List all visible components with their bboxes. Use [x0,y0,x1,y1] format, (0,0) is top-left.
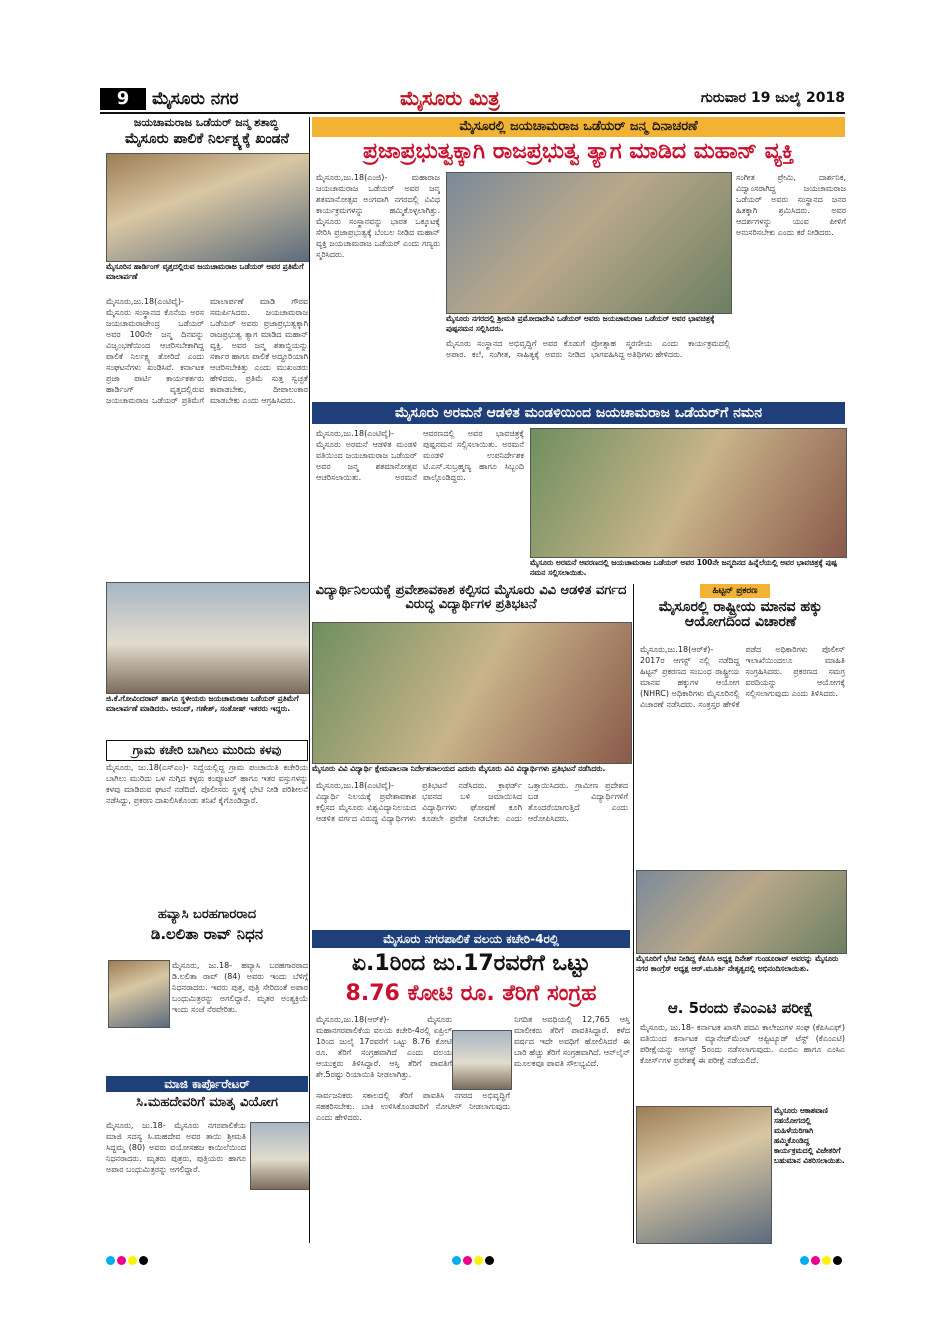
registration-marks [106,1250,150,1269]
left-kicker: ಜಯಚಾಮರಾಜ ಒಡೆಯರ್ ಜನ್ಮ ಶತಾಬ್ಧಿ [133,116,279,129]
obit1-kicker: ಹವ್ಯಾಸಿ ಬರಹಗಾರರಾದ [157,907,257,922]
garland-photo [106,582,310,694]
student-headline: ವಿದ್ಯಾರ್ಥಿನಿಲಯಕ್ಕೆ ಪ್ರವೇಶಾವಕಾಶ ಕಲ್ಪಿಸದ ಮೈಸೂರು ವಿವಿ ಆಡಳಿತ ವರ್ಗದ ವಿರುದ್ಧ ವಿದ್ಯಾರ್ಥಿಗಳ ಪ್ರತಿಭಟನೆ [315,583,627,613]
obit1-portrait [108,960,170,1028]
theft-headline: ಗ್ರಾಮ ಕಚೇರಿ ಬಾಗಿಲು ಮುರಿದು ಕಳವು [106,740,308,761]
top-col2: ಮೈಸೂರು ಸಂಸ್ಥಾನದ ಅಭಿವೃದ್ಧಿಗೆ ಅವರ ಕೊಡುಗೆ ಅಪಾರ. ಕಲೆ, ಸಂಗೀತ, ಸಾಹಿತ್ಯಕ್ಕೆ ಅವರು ನೀಡಿದ ಪ್ರೋತ್ಸಾಹ ಸ್ಮರಣೀಯ ಎಂದು ಕಾರ್ಯಕ್ರಮದಲ್ಲಿ ಭಾಗವಹಿಸಿದ್ದ ಅತಿಥಿಗಳು ಹೇಳಿದರು. [446,339,730,359]
obit2-portrait [250,1122,310,1190]
page-number-badge [100,88,146,110]
kmat-headline: ಆ. 5ರಂದು ಕೆಎಂಎಟಿ ಪರೀಕ್ಷೆ [667,999,814,1017]
tax-col2: ಸಾರ್ವಜನಿಕರು ಸಕಾಲದಲ್ಲಿ ತೆರಿಗೆ ಪಾವತಿಸಿ ನಗರದ ಅಭಿವೃದ್ಧಿಗೆ ಸಹಕರಿಸಬೇಕು. ಬಾಕಿ ಉಳಿಸಿಕೊಂಡವರಿಗೆ ನೋಟೀಸ್ ನೀಡಲಾಗುವುದು ಎಂದು ಹೇಳಿದರು. [316,1091,510,1122]
dateline: ಗುರುವಾರ 19 ಜುಲೈ 2018 [700,90,845,106]
column-rule [633,584,634,1243]
nhrc-headline: ಮೈಸೂರಲ್ಲಿ ರಾಷ್ಟ್ರೀಯ ಮಾನವ ಹಕ್ಕು ಆಯೋಗದಿಂದ ವಿಚಾರಣೆ [658,599,823,631]
statue-photo [106,153,310,262]
left-headline: ಮೈಸೂರು ಪಾಲಿಕೆ ನಿರ್ಲಕ್ಷ್ಯಕ್ಕೆ ಖಂಡನೆ [125,131,289,147]
obit2-headline: ಸಿ.ಮಹದೇವರಿಗೆ ಮಾತೃ ವಿಯೋಗ [136,1095,278,1110]
obit2-kicker: ಮಾಜಿ ಕಾರ್ಪೊರೇಟರ್ [106,1076,308,1092]
kmat-body: ಮೈಸೂರು, ಜು.18- ಕರ್ನಾಟಕ ಖಾಸಗಿ ಪದವಿ ಕಾಲೇಜುಗಳ ಸಂಘ (ಕೆಪಿಸಿಎಫ್) ವತಿಯಿಂದ ಕರ್ನಾಟಕ ಮ್ಯಾನೇಜ್‌ಮೆಂಟ್ ಆಪ್ಟಿಟ್ಯೂಡ್ ಟೆಸ್ಟ್ (ಕೆಎಂಎಟಿ) ಪರೀಕ್ಷೆಯನ್ನು ಆಗಸ್ಟ್ 5ರಂದು ನಡೆಸಲಾಗುವುದು. ಎಂಬಿಎ ಹಾಗೂ ಎಂಸಿಎ ಕೋರ್ಸ್‌ಗಳ ಪ್ರವೇಶಕ್ಕೆ ಈ ಪರೀಕ್ಷೆ ನಡೆಯಲಿದೆ. [640,1023,845,1065]
obit1-body: ಮೈಸೂರು, ಜು.18- ಹವ್ಯಾಸಿ ಬರಹಗಾರರಾದ ಡಿ.ಲಲಿತಾ ರಾವ್ (84) ಅವರು ಇಂದು ಬೆಳಿಗ್ಗೆ ನಿಧನರಾದರು. ಇವರು ಪುತ್ರ, ಪುತ್ರಿ ಸೇರಿದಂತೆ ಅಪಾರ ಬಂಧುಮಿತ್ರರನ್ನು ಅಗಲಿದ್ದಾರೆ. ಮೃತರ ಅಂತ್ಯಕ್ರಿಯೆ ಇಂದು ಸಂಜೆ ನೆರವೇರಿತು. [172,961,308,1014]
tax-kicker: ಮೈಸೂರು ನಗರಪಾಲಿಕೆ ವಲಯ ಕಚೇರಿ-4ರಲ್ಲಿ [312,930,630,948]
felicitation-caption: ಮೈಸೂರಿಗೆ ಭೇಟಿ ನೀಡಿದ್ದ ಕೆಪಿಸಿಸಿ ಅಧ್ಯಕ್ಷ ದಿನೇಶ್ ಗುಂಡೂರಾವ್ ಅವರನ್ನು ಮೈಸೂರು ನಗರ ಕಾಂಗ್ರೆಸ್ ಅಧ್ಯಕ್ಷ ಆರ್.ಮೂರ್ತಿ ನೇತೃತ್ವದಲ್ಲಿ ಅಭಿನಂದಿಸಲಾಯಿತು. [636,954,839,973]
obit2-body: ಮೈಸೂರು, ಜು.18- ಮೈಸೂರು ನಗರಪಾಲಿಕೆಯ ಮಾಜಿ ಸದಸ್ಯ ಸಿ.ಮಹದೇವ ಅವರ ತಾಯಿ ಶ್ರೀಮತಿ ಸಿದ್ದಮ್ಮ (80) ಅವರು ವಯೋಸಹಜ ಕಾಯಿಲೆಯಿಂದ ನಿಧನರಾದರು. ಮೃತರು ಪುತ್ರರು, ಪುತ್ರಿಯರು ಹಾಗೂ ಅಪಾರ ಬಂಧುಮಿತ್ರರನ್ನು ಅಗಲಿದ್ದಾರೆ. [106,1121,246,1174]
registration-marks [452,1250,496,1269]
nhrc-body: ಮೈಸೂರು,ಜು.18(ಆರ್‌ಕೆ)- 2017ರ ಆಗಸ್ಟ್ ನಲ್ಲಿ ನಡೆದಿದ್ದ ಹಿಟ್ಟನ್ ಪ್ರಕರಣದ ಸಂಬಂಧ ರಾಷ್ಟ್ರೀಯ ಮಾನವ ಹಕ್ಕುಗಳ ಆಯೋಗ (NHRC) ಅಧಿಕಾರಿಗಳು ಮೈಸೂರಿನಲ್ಲಿ ವಿಚಾರಣೆ ನಡೆಸಿದರು. ಸಂತ್ರಸ್ತರ ಹೇಳಿಕೆ ಪಡೆದ ಅಧಿಕಾರಿಗಳು ಪೊಲೀಸ್ ಇಲಾಖೆಯಿಂದಲೂ ಮಾಹಿತಿ ಸಂಗ್ರಹಿಸಿದರು. ಪ್ರಕರಣದ ಸಮಗ್ರ ವರದಿಯನ್ನು ಆಯೋಗಕ್ಕೆ ಸಲ್ಲಿಸಲಾಗುವುದು ಎಂದು ತಿಳಿಸಿದರು. [640,645,845,709]
ceremony-photo [446,172,732,314]
felicitation-photo [636,870,847,954]
obit1-headline: ಡಿ.ಲಲಿತಾ ರಾವ್ ನಿಧನ [150,925,264,943]
registration-marks [800,1250,844,1269]
tax-col3: ನಿಗದಿತ ಅವಧಿಯಲ್ಲಿ 12,765 ಆಸ್ತಿ ಮಾಲೀಕರು ತೆರಿಗೆ ಪಾವತಿಸಿದ್ದಾರೆ. ಕಳೆದ ವರ್ಷದ ಇದೇ ಅವಧಿಗೆ ಹೋಲಿಸಿದರೆ ಈ ಬಾರಿ ಹೆಚ್ಚು ತೆರಿಗೆ ಸಂಗ್ರಹವಾಗಿದೆ. ಆನ್‌ಲೈನ್ ಮೂಲಕವೂ ಪಾವತಿ ಸೌಲಭ್ಯವಿದೆ. [514,1015,630,1068]
nhrc-kicker: ಹಿಟ್ಟನ್ ಪ್ರಕರಣ [700,584,770,598]
masthead [100,88,845,114]
palace-caption: ಮೈಸೂರು ಅರಮನೆ ಆವರಣದಲ್ಲಿ ಜಯಚಾಮರಾಜ ಒಡೆಯರ್ ಅವರ 100ನೇ ಜನ್ಮದಿನದ ಹಿನ್ನೆಲೆಯಲ್ಲಿ ಅವರ ಭಾವಚಿತ್ರಕ್ಕೆ ಪುಷ್ಪ ನಮನ ಸಲ್ಲಿಸಲಾಯಿತು. [530,558,838,577]
column-rule [309,117,310,1243]
palace-body: ಮೈಸೂರು,ಜು.18(ಎಂಟಿವೈ)- ಮೈಸೂರು ಅರಮನೆ ಆಡಳಿತ ಮಂಡಳಿ ವತಿಯಿಂದ ಜಯಚಾಮರಾಜ ಒಡೆಯರ್ ಅವರ ಜನ್ಮ ಶತಮಾನೋತ್ಸವ ಆಚರಿಸಲಾಯಿತು. ಅರಮನೆ ಆವರಣದಲ್ಲಿ ಅವರ ಭಾವಚಿತ್ರಕ್ಕೆ ಪುಷ್ಪನಮನ ಸಲ್ಲಿಸಲಾಯಿತು. ಅರಮನೆ ಮಂಡಳಿ ಉಪನಿರ್ದೇಶಕ ಟಿ.ಎಸ್.ಸುಬ್ರಹ್ಮಣ್ಯ ಹಾಗೂ ಸಿಬ್ಬಂದಿ ಪಾಲ್ಗೊಂಡಿದ್ದರು. [316,429,524,482]
ceremony-caption: ಮೈಸೂರು ನಗರದಲ್ಲಿ ಶ್ರೀಮತಿ ಪ್ರಮೋದಾದೇವಿ ಒಡೆಯರ್ ಅವರು ಜಯಚಾಮರಾಜ ಒಡೆಯರ್ ಅವರ ಭಾವಚಿತ್ರಕ್ಕೆ ಪುಷ್ಪನಮನ ಸಲ್ಲಿಸಿದರು. [446,314,715,333]
tax-headline-1: ಏ.1ರಿಂದ ಜು.17ರವರೆಗೆ ಒಟ್ಟು [351,951,591,976]
protest-caption: ಮೈಸೂರು ವಿವಿ ವಿದ್ಯಾರ್ಥಿ ಕ್ಷೇಮಪಾಲನಾ ನಿರ್ದೇಶನಾಲಯದ ಎದುರು ಮೈಸೂರು ವಿವಿ ವಿದ್ಯಾರ್ಥಿಗಳು ಪ್ರತಿಭಟನೆ ನಡೆಸಿದರು. [312,764,606,773]
tax-col1: ಮೈಸೂರು,ಜು.18(ಆರ್‌ಕೆ)- ಮೈಸೂರು ಮಹಾನಗರಪಾಲಿಕೆಯ ವಲಯ ಕಚೇರಿ-4ರಲ್ಲಿ ಏಪ್ರಿಲ್ 1ರಿಂದ ಜುಲೈ 17ರವರೆಗೆ ಒಟ್ಟು 8.76 ಕೋಟಿ ರೂ. ತೆರಿಗೆ ಸಂಗ್ರಹವಾಗಿದೆ ಎಂದು ವಲಯ ಆಯುಕ್ತರು ತಿಳಿಸಿದ್ದಾರೆ. ಆಸ್ತಿ ತೆರಿಗೆ ಪಾವತಿಗೆ ಶೇ.5ರಷ್ಟು ರಿಯಾಯಿತಿ ನೀಡಲಾಗಿತ್ತು. [316,1015,452,1079]
tax-headline-2: 8.76 ಕೋಟಿ ರೂ. ತೆರಿಗೆ ಸಂಗ್ರಹ [345,981,597,1006]
section-label: ಮೈಸೂರು ನಗರ [152,89,239,109]
student-body: ಮೈಸೂರು,ಜು.18(ಎಂಟಿವೈ)- ವಿದ್ಯಾರ್ಥಿ ನಿಲಯಕ್ಕೆ ಪ್ರವೇಶಾವಕಾಶ ಕಲ್ಪಿಸದ ಮೈಸೂರು ವಿಶ್ವವಿದ್ಯಾನಿಲಯದ ಆಡಳಿತ ವರ್ಗದ ವಿರುದ್ಧ ವಿದ್ಯಾರ್ಥಿಗಳು ಪ್ರತಿಭಟನೆ ನಡೆಸಿದರು. ಕ್ರಾಫರ್ಡ್ ಭವನದ ಬಳಿ ಜಮಾಯಿಸಿದ ವಿದ್ಯಾರ್ಥಿಗಳು ಘೋಷಣೆ ಕೂಗಿ ಕೂಡಲೇ ಪ್ರವೇಶ ನೀಡಬೇಕು ಎಂದು ಒತ್ತಾಯಿಸಿದರು. ಗ್ರಾಮೀಣ ಪ್ರದೇಶದ ಬಡ ವಿದ್ಯಾರ್ಥಿಗಳಿಗೆ ತೊಂದರೆಯಾಗುತ್ತಿದೆ ಎಂದು ಆರೋಪಿಸಿದರು. [316,781,628,823]
statue-caption: ಮೈಸೂರಿನ ಹಾರ್ಡಿಂಗ್ ವೃತ್ತದಲ್ಲಿರುವ ಜಯಚಾಮರಾಜ ಒಡೆಯರ್ ಅವರ ಪ್ರತಿಮೆಗೆ ಮಾಲಾರ್ಪಣೆ [106,262,304,281]
garland-caption: ಜಿ.ಕೆ.ಗೋವಿಂದರಾವ್ ಹಾಗೂ ಸ್ಥಳೀಯರು ಜಯಚಾಮರಾಜ ಒಡೆಯರ್ ಪ್ರತಿಮೆಗೆ ಮಾಲಾರ್ಪಣೆ ಮಾಡಿದರು. ಆನಂದ್, ಗಣೇಶ್, ಸಂತೋಷ್ ಇತರರು ಇದ್ದರು. [106,694,299,713]
left-body: ಮೈಸೂರು,ಜು.18(ಎಂಟಿವೈ)- ಮೈಸೂರು ಸಂಸ್ಥಾನದ ಕೊನೆಯ ಅರಸ ಜಯಚಾಮರಾಜೇಂದ್ರ ಒಡೆಯರ್ ಅವರ 100ನೇ ಜನ್ಮ ದಿನವನ್ನು ವಿಜೃಂಭಣೆಯಿಂದ ಆಚರಿಸಬೇಕಾಗಿದ್ದ ಪಾಲಿಕೆ ನಿರ್ಲಕ್ಷ್ಯ ತೋರಿದೆ ಎಂದು ಸಂಘಟನೆಗಳು ಖಂಡಿಸಿವೆ. ಕರ್ನಾಟಕ ಪ್ರಜಾ ಪಾರ್ಟಿ ಕಾರ್ಯಕರ್ತರು ಹಾರ್ಡಿಂಗ್ ವೃತ್ತದಲ್ಲಿರುವ ಜಯಚಾಮರಾಜ ಒಡೆಯರ್ ಪ್ರತಿಮೆಗೆ ಮಾಲಾರ್ಪಣೆ ಮಾಡಿ ಗೌರವ ಸಮರ್ಪಿಸಿದರು. ಜಯಚಾಮರಾಜ ಒಡೆಯರ್ ಅವರು ಪ್ರಜಾಪ್ರಭುತ್ವಕ್ಕಾಗಿ ರಾಜಪ್ರಭುತ್ವ ತ್ಯಾಗ ಮಾಡಿದ ಮಹಾನ್ ವ್ಯಕ್ತಿ. ಅವರ ಜನ್ಮ ಶತಾಬ್ಧಿಯನ್ನು ಸರ್ಕಾರ ಹಾಗೂ ಪಾಲಿಕೆ ಅದ್ಧೂರಿಯಾಗಿ ಆಚರಿಸಬೇಕಿತ್ತು ಎಂದು ಮುಖಂಡರು ಹೇಳಿದರು. ಪ್ರತಿಮೆ ಸುತ್ತ ಸ್ವಚ್ಛತೆ ಕಾಪಾಡಬೇಕು, ದೀಪಾಲಂಕಾರ ಮಾಡಬೇಕು ಎಂದು ಆಗ್ರಹಿಸಿದರು. [106,297,308,405]
city-hall-photo [452,1030,512,1090]
theft-body: ಮೈಸೂರು, ಜು.18(ಎಸ್‌ಎಂ)- ನಿದ್ದೆಯಲ್ಲಿದ್ದ ಗ್ರಾಮ ಪಂಚಾಯಿತಿ ಕಚೇರಿಯ ಬಾಗಿಲು ಮುರಿದು ಒಳ ನುಗ್ಗಿದ ಕಳ್ಳರು ಕಂಪ್ಯೂಟರ್ ಹಾಗೂ ಇತರ ವಸ್ತುಗಳನ್ನು ಕಳವು ಮಾಡಿರುವ ಘಟನೆ ನಡೆದಿದೆ. ಪೊಲೀಸರು ಸ್ಥಳಕ್ಕೆ ಭೇಟಿ ನೀಡಿ ಪರಿಶೀಲನೆ ನಡೆಸಿದ್ದು, ಪ್ರಕರಣ ದಾಖಲಿಸಿಕೊಂಡು ತನಿಖೆ ಕೈಗೊಂಡಿದ್ದಾರೆ. [106,763,308,805]
palace-headline: ಮೈಸೂರು ಅರಮನೆ ಆಡಳಿತ ಮಂಡಳಿಯಿಂದ ಜಯಚಾಮರಾಜ ಒಡೆಯರ್‌ಗೆ ನಮನ [312,402,845,424]
award-caption: ಮೈಸೂರು ಆಕಾಶವಾಣಿ ಸಹಯೋಗದಲ್ಲಿ ಮಹಿಳೆಯರಿಗಾಗಿ ಹಮ್ಮಿಕೊಂಡಿದ್ದ ಕಾರ್ಯಕ್ರಮದಲ್ಲಿ ವಿಜೇತರಿಗೆ ಬಹುಮಾನ ವಿತರಿಸಲಾಯಿತು. [774,1106,845,1165]
top-col1: ಮೈಸೂರು,ಜು.18(ಎಂಜಿ)- ಮಹಾರಾಜ ಜಯಚಾಮರಾಜ ಒಡೆಯರ್ ಅವರ ಜನ್ಮ ಶತಮಾನೋತ್ಸವ ಅಂಗವಾಗಿ ನಗರದಲ್ಲಿ ವಿವಿಧ ಕಾರ್ಯಕ್ರಮಗಳನ್ನು ಹಮ್ಮಿಕೊಳ್ಳಲಾಗಿತ್ತು. ಮೈಸೂರು ಸಂಸ್ಥಾನವನ್ನು ಭಾರತ ಒಕ್ಕೂಟಕ್ಕೆ ಸೇರಿಸಿ ಪ್ರಜಾಪ್ರಭುತ್ವಕ್ಕೆ ಬೆಂಬಲ ನೀಡಿದ ಮಹಾನ್ ವ್ಯಕ್ತಿ ಜಯಚಾಮರಾಜ ಒಡೆಯರ್ ಎಂದು ಗಣ್ಯರು ಸ್ಮರಿಸಿದರು. [316,173,440,259]
brand-logo: ಮೈಸೂರು ಮಿತ್ರ [400,86,500,110]
palace-photo [530,428,847,558]
top-headline: ಪ್ರಜಾಪ್ರಭುತ್ವಕ್ಕಾಗಿ ರಾಜಪ್ರಭುತ್ವ ತ್ಯಾಗ ಮಾಡಿದ ಮಹಾನ್ ವ್ಯಕ್ತಿ [362,139,795,164]
top-col3: ಸಂಗೀತ ಪ್ರೇಮಿ, ದಾರ್ಶನಿಕ, ವಿದ್ವಾಂಸರಾಗಿದ್ದ ಜಯಚಾಮರಾಜ ಒಡೆಯರ್ ಅವರು ಸಂಸ್ಥಾನದ ಜನರ ಹಿತಕ್ಕಾಗಿ ಶ್ರಮಿಸಿದರು. ಅವರ ಆದರ್ಶಗಳನ್ನು ಯುವ ಪೀಳಿಗೆ ಅನುಸರಿಸಬೇಕು ಎಂದು ಕರೆ ನೀಡಿದರು. [736,173,846,237]
top-kicker: ಮೈಸೂರಲ್ಲಿ ಜಯಚಾಮರಾಜ ಒಡೆಯರ್ ಜನ್ಮ ದಿನಾಚರಣೆ [312,117,845,137]
page-number: 9 [116,88,130,109]
award-photo [636,1106,772,1244]
protest-photo [312,622,632,764]
